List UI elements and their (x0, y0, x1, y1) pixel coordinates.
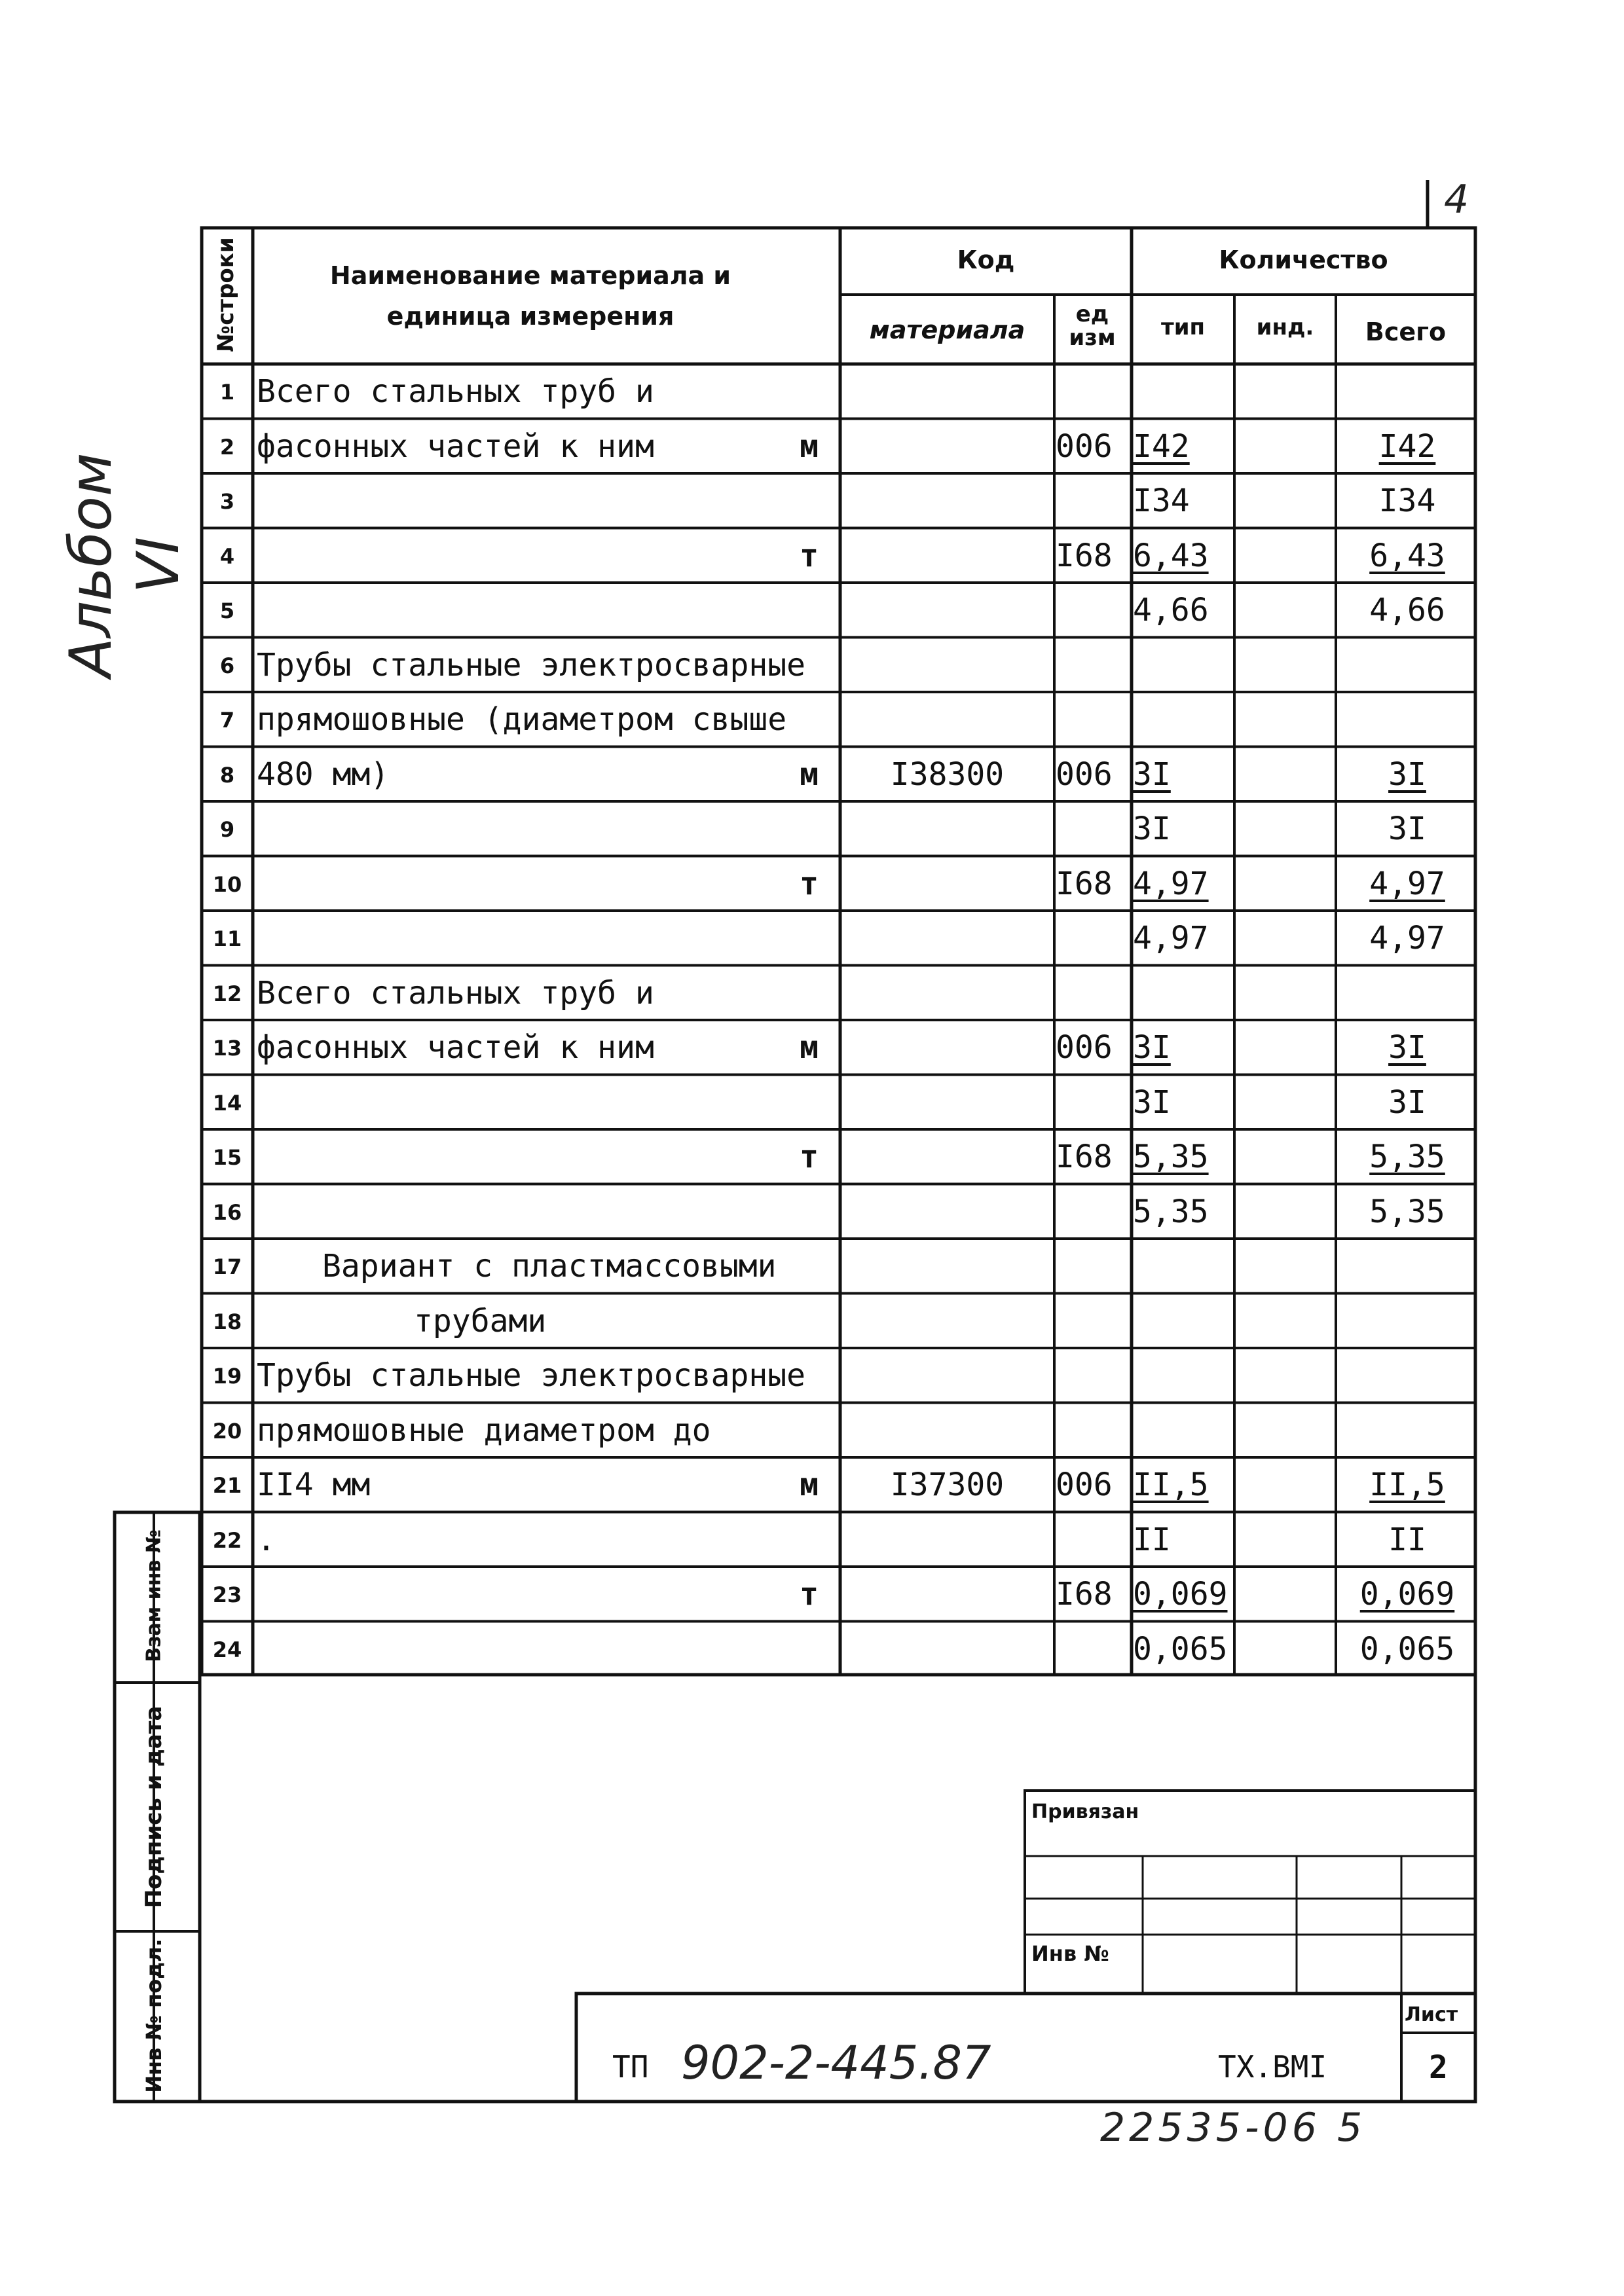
cell-typ: 5,35 (1133, 1139, 1209, 1175)
cell-typ: II,5 (1133, 1467, 1209, 1503)
cell-unit: т (800, 865, 819, 902)
cell-no: 17 (212, 1254, 242, 1279)
title-inv-no: Инв № (1031, 1941, 1109, 1966)
cell-code: I38300 (890, 756, 1005, 793)
cell-typ: 0,065 (1133, 1630, 1228, 1667)
cell-total: 0,065 (1359, 1630, 1455, 1667)
cell-ed: 006 (1056, 1029, 1113, 1066)
cell-name: Всего стальных труб и (257, 974, 654, 1011)
cell-total: 3I (1388, 1084, 1426, 1121)
title-list-label: Лист (1405, 2003, 1458, 2026)
cell-no: 22 (212, 1527, 242, 1553)
cell-ed: I68 (1056, 865, 1113, 902)
cell-no: 1 (219, 380, 235, 405)
cell-typ: 5,35 (1133, 1193, 1209, 1230)
cell-typ: 4,97 (1133, 920, 1209, 957)
cell-code: I37300 (890, 1467, 1005, 1503)
cell-total: II,5 (1369, 1467, 1445, 1503)
cell-unit: м (800, 428, 819, 465)
stamp-inv-podl: Инв № подл. (141, 1939, 166, 2093)
cell-no: 11 (212, 926, 242, 951)
header-material-name: Наименование материала и единица измерения (329, 261, 731, 331)
cell-typ: 6,43 (1133, 537, 1209, 574)
cell-no: 23 (212, 1582, 242, 1607)
cell-total: 3I (1388, 756, 1426, 793)
header-code-unit: ед изм (1069, 301, 1116, 351)
cell-no: 20 (212, 1418, 242, 1444)
stamp-vzam-inv: Взам инв № (142, 1529, 166, 1662)
cell-ed: I68 (1056, 537, 1113, 574)
cell-no: 18 (212, 1309, 242, 1334)
cell-unit: т (800, 1576, 819, 1613)
cell-no: 21 (212, 1473, 242, 1498)
cell-total: 6,43 (1369, 537, 1445, 574)
header-qty-ind: инд. (1256, 314, 1314, 340)
cell-no: 5 (219, 598, 235, 623)
cell-unit: т (800, 537, 819, 574)
title-doc-code: ТХ.ВМI (1218, 2049, 1327, 2085)
cell-name: прямошовные (диаметром свыше (257, 701, 787, 738)
cell-no: 3 (219, 489, 235, 514)
cell-no: 7 (219, 708, 235, 733)
cell-typ: 4,66 (1133, 592, 1209, 629)
cell-no: 24 (212, 1637, 242, 1662)
page-corner-number: 4 (1444, 177, 1469, 223)
cell-total: 4,97 (1369, 865, 1445, 902)
stamp-podpis-data: Подпись и дата (141, 1705, 167, 1908)
cell-no: 6 (219, 653, 235, 678)
header-row-number: №строки (213, 237, 239, 352)
cell-no: 16 (212, 1199, 242, 1225)
cell-total: 3I (1388, 811, 1426, 847)
cell-ed: 006 (1056, 428, 1113, 465)
cell-total: 5,35 (1369, 1193, 1445, 1230)
cell-unit: м (800, 756, 819, 793)
cell-name: фасонных частей к ним (257, 1029, 654, 1066)
cell-no: 19 (212, 1364, 242, 1389)
header-qty-total: Всего (1365, 318, 1447, 346)
cell-name: прямошовные диаметром до (257, 1412, 711, 1449)
cell-no: 8 (219, 762, 235, 788)
cell-typ: 3I (1133, 811, 1171, 847)
title-privyazan: Привязан (1031, 1800, 1139, 1823)
title-list-value: 2 (1429, 2049, 1448, 2086)
cell-unit: т (800, 1139, 819, 1175)
cell-name: II4 мм (257, 1467, 371, 1503)
cell-total: 4,97 (1369, 920, 1445, 957)
cell-total: 4,66 (1369, 592, 1445, 629)
cell-name: Всего стальных труб и (257, 373, 654, 410)
cell-no: 15 (212, 1145, 242, 1170)
bottom-archive-number: 22535-06 5 (1100, 2105, 1367, 2151)
header-code-material: материала (869, 316, 1025, 344)
cell-total: 5,35 (1369, 1139, 1445, 1175)
cell-unit: м (800, 1029, 819, 1066)
cell-name: трубами (414, 1302, 547, 1339)
cell-typ: 3I (1133, 1084, 1171, 1121)
header-qty-typ: тип (1160, 314, 1206, 340)
cell-typ: 3I (1133, 1029, 1171, 1066)
cell-no: 14 (212, 1090, 242, 1116)
cell-name: фасонных частей к ним (257, 428, 654, 465)
header-quantity: Количество (1219, 246, 1388, 274)
cell-no: 4 (219, 543, 235, 569)
header-code: Код (957, 246, 1015, 274)
album-label: Альбом VI (57, 452, 192, 678)
cell-typ: I34 (1133, 483, 1190, 519)
cell-name: 480 мм) (257, 756, 390, 793)
cell-ed: I68 (1056, 1576, 1113, 1613)
cell-unit: м (800, 1467, 819, 1503)
cell-ed: 006 (1056, 1467, 1113, 1503)
cell-ed: 006 (1056, 756, 1113, 793)
title-doc-number: 902-2-445.87 (681, 2036, 991, 2090)
cell-typ: I42 (1133, 428, 1190, 465)
cell-total: II (1388, 1521, 1426, 1558)
cell-name: Трубы стальные электросварные (257, 1357, 806, 1394)
cell-ed: I68 (1056, 1139, 1113, 1175)
cell-total: I42 (1378, 428, 1436, 465)
cell-no: 9 (219, 817, 235, 842)
cell-typ: 3I (1133, 756, 1171, 793)
cell-no: 10 (212, 871, 242, 897)
cell-typ: II (1133, 1521, 1171, 1558)
cell-name: . (257, 1521, 276, 1558)
cell-name: Трубы стальные электросварные (257, 646, 806, 683)
cell-total: 0,069 (1359, 1576, 1455, 1613)
cell-total: I34 (1378, 483, 1436, 519)
cell-typ: 4,97 (1133, 865, 1209, 902)
cell-no: 2 (219, 434, 235, 460)
cell-no: 13 (212, 1036, 242, 1061)
title-doc-prefix: ТП (612, 2049, 649, 2085)
cell-typ: 0,069 (1133, 1576, 1228, 1613)
cell-name: Вариант с пластмассовыми (322, 1248, 777, 1285)
cell-total: 3I (1388, 1029, 1426, 1066)
cell-no: 12 (212, 981, 242, 1006)
